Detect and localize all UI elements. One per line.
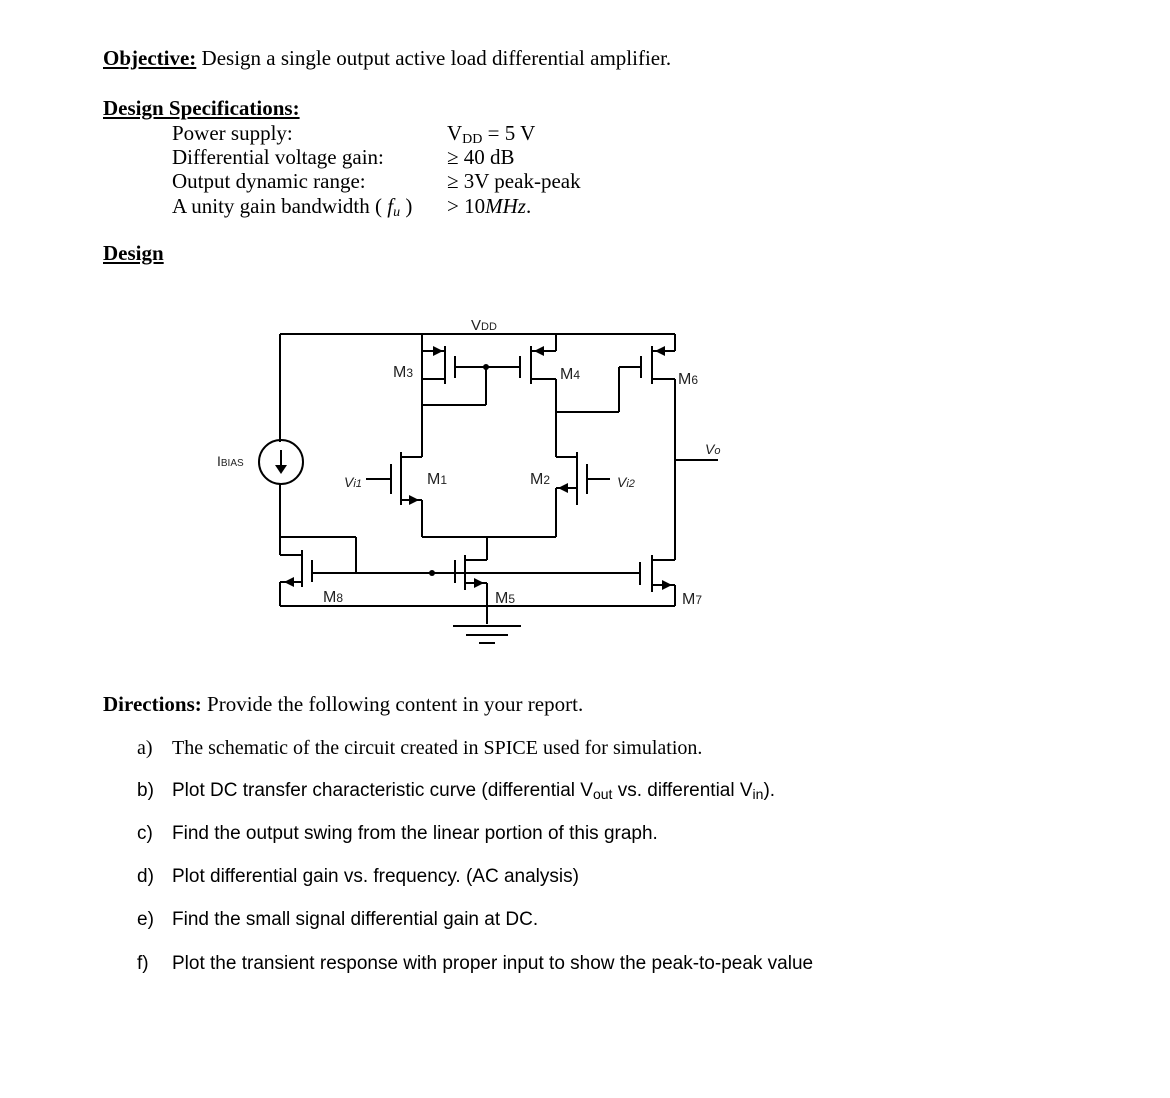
spec-value-power-supply: $V_{DD} = 5$ V <box>447 121 536 147</box>
objective-text: Design a single output active load differential amplifier. <box>196 46 672 70</box>
current-arrow-head <box>275 465 287 474</box>
label-m4: M4 <box>560 366 581 383</box>
spec-label-gain: Differential voltage gain: <box>172 145 384 169</box>
label-m3: M3 <box>393 364 414 381</box>
label-m6: M6 <box>678 371 699 388</box>
m2-source-arrow <box>558 483 568 493</box>
label-vi1: Vi1 <box>344 474 362 490</box>
m7-source-arrow <box>662 580 672 590</box>
label-m7: M7 <box>682 591 703 608</box>
label-vi2: Vi2 <box>617 474 635 490</box>
direction-item-f: f) Plot the transient response with proper input to show the peak-to-peak value <box>137 953 814 974</box>
m8-source-arrow <box>284 577 294 587</box>
direction-item-e: e) Find the small signal differential gain at DC. <box>137 909 539 930</box>
label-ibias: IBIAS <box>217 453 244 469</box>
direction-item-c: c) Find the output swing from the linear portion of this graph. <box>137 823 658 844</box>
directions-text: Provide the following content in your report. <box>201 692 584 716</box>
spec-value-output-range: ≥ 3V peak-peak <box>447 169 581 193</box>
spec-value-gain: ≥ 40 dB <box>447 145 515 169</box>
label-m1: M1 <box>427 471 448 488</box>
m5-source-arrow <box>474 578 484 588</box>
label-m5: M5 <box>495 590 516 607</box>
spec-value-bandwidth: > 10MHz. <box>447 194 532 218</box>
design-specifications-heading: Design Specifications: <box>103 96 300 120</box>
direction-item-a: a) The schematic of the circuit created in SPICE used for simulation. <box>137 737 703 759</box>
m1-source-arrow <box>409 495 419 505</box>
objective-label: Objective: <box>103 46 197 70</box>
spec-label-bandwidth: A unity gain bandwidth ( $f_u$ ) <box>172 194 413 220</box>
design-heading: Design <box>103 241 164 265</box>
spec-label-power-supply: Power supply: <box>172 121 293 145</box>
m3-source-arrow <box>433 346 443 356</box>
label-m8: M8 <box>323 589 344 606</box>
directions-label: Directions: <box>103 692 202 716</box>
directions-line <box>103 692 583 717</box>
direction-item-d: d) Plot differential gain vs. frequency. (AC analysis) <box>137 866 579 887</box>
spec-label-output-range: Output dynamic range: <box>172 169 366 193</box>
direction-item-b: b) Plot DC transfer characteristic curve (differential $V_{out}$ vs. differential $V_{in}$). <box>137 780 776 802</box>
label-vdd: VDD <box>471 317 497 334</box>
bias-node-dot <box>429 570 435 576</box>
label-vo: Vo <box>705 441 721 457</box>
m6-source-arrow <box>655 346 665 356</box>
label-m2: M2 <box>530 471 551 488</box>
m4-source-arrow <box>534 346 544 356</box>
